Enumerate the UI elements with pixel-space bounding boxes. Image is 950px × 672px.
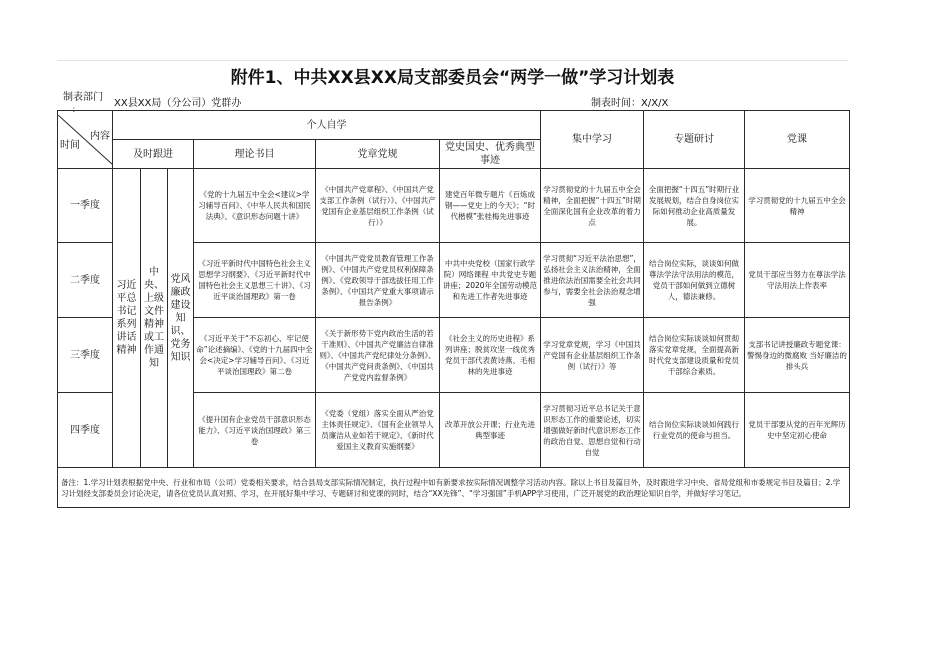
- history-cell: 改革开放公开课；行业先进典型事迹: [440, 393, 541, 468]
- theory-cell: 《提升国有企业党员干部意识形态能力》、《习近平谈治国理政》第三卷: [194, 393, 316, 468]
- central-study-cell: 学习党章党规，学习《中国共产党国有企业基层组织工作条例（试行）》等: [541, 318, 644, 393]
- header-row-1: [58, 111, 850, 140]
- dept-value: XX县XX局（分公司）党群办: [114, 98, 242, 109]
- header-party-lesson: 党课: [745, 111, 850, 169]
- integrity-cell: 党风廉政建设知识、党务知识: [168, 169, 194, 468]
- header-content: 内容: [90, 130, 110, 142]
- quarter-cell: 三季度: [58, 318, 113, 393]
- constitution-cell: 《党委（党组）落实全面从严治党主体责任规定》、《国有企业领导人员廉洁从业如若干规定》、《新时代爱国主义教育实施纲要》: [316, 393, 440, 468]
- header-theory-books: 理论书目: [194, 140, 316, 169]
- header-seminar: 专题研讨: [644, 111, 745, 169]
- theory-cell: 《党的十九届五中全会<建议>学习辅导百问》、《中华人民共和国民法典》、《意识形态问题十讲》: [194, 169, 316, 243]
- theory-cell: 《习近平新时代中国特色社会主义思想学习纲要》、《习近平新时代中国特色社会主义思想三十讲》、《习近平谈治国理政》第一卷: [194, 243, 316, 318]
- date-label: 制表时间：X/X/X: [591, 98, 669, 109]
- page-title: 附件1、中共XX县XX局支部委员会“两学一做”学习计划表: [57, 60, 848, 95]
- central-docs-cell: 中央、上级文件精神或工作通知: [141, 169, 168, 468]
- party-lesson-cell: 党员干部要从党的百年光辉历史中坚定初心使命: [745, 393, 850, 468]
- xi-speech-cell: 习近平总书记系列讲话精神: [113, 169, 141, 468]
- dept-label-colon: ：: [72, 105, 80, 114]
- seminar-cell: 结合岗位实际谈谈如何践行行业党员的使命与担当。: [644, 393, 745, 468]
- study-plan-table: [57, 110, 850, 508]
- table-row: [58, 169, 850, 243]
- header-time: 时间: [60, 139, 80, 151]
- header-history: 党史国史、优秀典型事迹: [440, 140, 541, 169]
- header-follow-up: 及时跟进: [113, 140, 194, 169]
- history-cell: 《社会主义的历史进程》系列讲座；脱贫攻坚一线优秀党员干部代表黄诗燕、毛相林的先进事迹: [440, 318, 541, 393]
- constitution-cell: 《中国共产党章程》、《中国共产党支部工作条例（试行）》、《中国共产党国有企业基层组织工作条例（试行）》: [316, 169, 440, 243]
- history-cell: 建党百年微专题片《百炼成钢——党史上的今天》；“时代楷模”张桂梅先进事迹: [440, 169, 541, 243]
- theory-cell: 《习近平关于“不忘初心、牢记使命”论述摘编》、《党的十九届四中全会<决定>学习辅导百问》、《习近平谈治国理政》第二卷: [194, 318, 316, 393]
- dept-label: 制表部门: [63, 92, 103, 103]
- quarter-cell: 二季度: [58, 243, 113, 318]
- header-central-study: 集中学习: [541, 111, 644, 169]
- header-time-content: [58, 111, 113, 169]
- history-cell: 中共中央党校（国家行政学院）网络课程 中共党史专题讲座；2020年全国劳动模范和先进工作者先进事迹: [440, 243, 541, 318]
- constitution-cell: 《中国共产党党员教育管理工作条例》、《中国共产党党员权利保障条例》、《党政领导干部选拔任用工作条例》、《中国共产党重大事项请示报告条例》: [316, 243, 440, 318]
- seminar-cell: 结合岗位实际，谈谈如何做尊法学法守法用法的模范，党员干部如何做到立德树人，德法兼修。: [644, 243, 745, 318]
- party-lesson-cell: 学习贯彻党的十九届五中全会精神: [745, 169, 850, 243]
- note-row: [58, 468, 850, 508]
- header-constitution: 党章党规: [316, 140, 440, 169]
- party-lesson-cell: 支部书记讲授廉政专题党课：警惕身边的微腐败 当好廉洁的排头兵: [745, 318, 850, 393]
- remarks-note: 备注：1.学习计划表根据党中央、行业和市局（公司）党委相关要求，结合县局支部实际情况制定，执行过程中如有新要求按实际情况调整学习活动内容。除以上书目及篇目外，及时跟进学习中央、省局党组和市委规定书目及篇目；2.学习计划经支部委员会讨论决定，请各位党员认真对照、学习，在开展好集中学习、专题研讨和党课的同时，结合“XX先锋”、“学习强国”手机APP学习使用，广泛开展党的政治理论知识自学，并做好学习笔记。: [58, 468, 850, 508]
- constitution-cell: 《关于新形势下党内政治生活的若干准则》、《中国共产党廉洁自律准则》、《中国共产党纪律处分条例》、《中国共产党问责条例》、《中国共产党党内监督条例》: [316, 318, 440, 393]
- header-self-study: 个人自学: [113, 111, 541, 140]
- central-study-cell: 学习贯彻习近平总书记关于意识形态工作的重要论述，切实增强做好新时代意识形态工作的政治自觉、思想自觉和行动自觉: [541, 393, 644, 468]
- quarter-cell: 四季度: [58, 393, 113, 468]
- quarter-cell: 一季度: [58, 169, 113, 243]
- party-lesson-cell: 党员干部应当努力在尊法学法守法用法上作表率: [745, 243, 850, 318]
- central-study-cell: 学习贯彻党的十九届五中全会精神，全面把握“十四五”时期全面深化国有企业改革的着力点: [541, 169, 644, 243]
- central-study-cell: 学习贯彻“习近平法治思想”，弘扬社会主义法治精神，全面推进依法治国需要全社会共同参与，需要全社会法治观念增强: [541, 243, 644, 318]
- seminar-cell: 全面把握“十四五”时期行业发展规划，结合自身岗位实际如何推动企业高质量发展。: [644, 169, 745, 243]
- seminar-cell: 结合岗位实际谈谈如何贯彻落实党章党规，全面提高新时代党支部建设质量和党员干部综合素质。: [644, 318, 745, 393]
